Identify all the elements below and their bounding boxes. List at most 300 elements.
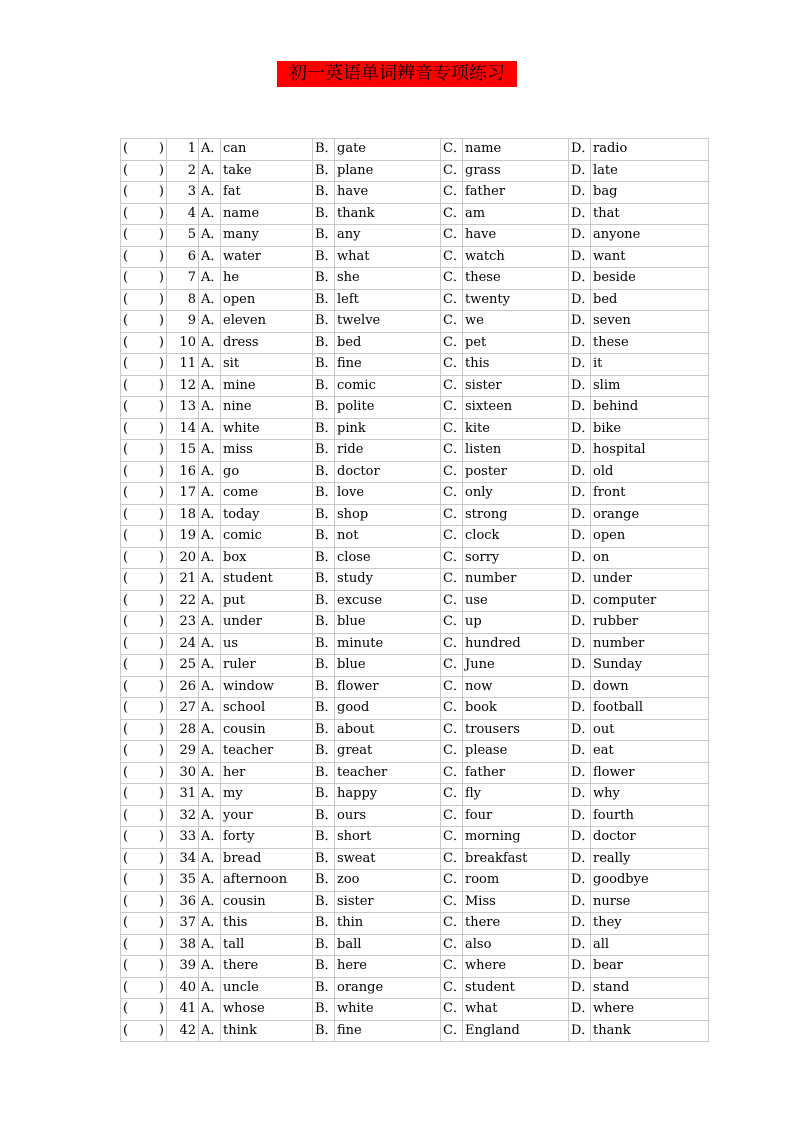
question-row: [121, 719, 709, 741]
option-letter-a: A．: [199, 719, 221, 741]
close-paren: ): [158, 356, 164, 372]
option-letter-b: B．: [313, 848, 335, 870]
question-row: [121, 590, 709, 612]
question-number: 22: [167, 590, 199, 612]
option-letter-a: A．: [199, 891, 221, 913]
option-letter-d: D．: [569, 870, 591, 892]
question-row: [121, 1020, 709, 1042]
answer-blank[interactable]: [121, 547, 167, 569]
option-word-d: bag: [591, 182, 709, 204]
answer-blank[interactable]: [121, 526, 167, 548]
answer-blank[interactable]: [121, 741, 167, 763]
option-letter-b: B．: [313, 633, 335, 655]
option-letter-d: D．: [569, 483, 591, 505]
option-word-d: why: [591, 784, 709, 806]
option-letter-c: C．: [441, 182, 463, 204]
option-word-d: really: [591, 848, 709, 870]
open-paren: (: [123, 829, 129, 845]
option-letter-d: D．: [569, 655, 591, 677]
answer-blank[interactable]: [121, 440, 167, 462]
option-word-d: fourth: [591, 805, 709, 827]
option-letter-b: B．: [313, 332, 335, 354]
option-word-b: here: [335, 956, 441, 978]
option-letter-b: B．: [313, 913, 335, 935]
answer-blank[interactable]: [121, 805, 167, 827]
option-word-b: sister: [335, 891, 441, 913]
option-word-b: not: [335, 526, 441, 548]
option-word-a: uncle: [221, 977, 313, 999]
option-word-a: student: [221, 569, 313, 591]
option-letter-a: A．: [199, 827, 221, 849]
open-paren: (: [123, 872, 129, 888]
option-letter-b: B．: [313, 784, 335, 806]
option-letter-a: A．: [199, 848, 221, 870]
open-paren: (: [123, 528, 129, 544]
option-letter-a: A．: [199, 655, 221, 677]
question-number: 27: [167, 698, 199, 720]
close-paren: ): [158, 291, 164, 307]
option-letter-c: C．: [441, 268, 463, 290]
option-word-d: bear: [591, 956, 709, 978]
option-letter-c: C．: [441, 569, 463, 591]
question-number: 34: [167, 848, 199, 870]
option-letter-b: B．: [313, 827, 335, 849]
option-letter-d: D．: [569, 676, 591, 698]
option-word-a: take: [221, 160, 313, 182]
answer-blank[interactable]: [121, 569, 167, 591]
option-word-a: my: [221, 784, 313, 806]
option-letter-a: A．: [199, 569, 221, 591]
option-letter-c: C．: [441, 999, 463, 1021]
close-paren: ): [158, 915, 164, 931]
close-paren: ): [158, 528, 164, 544]
option-word-c: England: [463, 1020, 569, 1042]
option-letter-d: D．: [569, 311, 591, 333]
option-letter-c: C．: [441, 483, 463, 505]
close-paren: ): [158, 721, 164, 737]
option-word-c: these: [463, 268, 569, 290]
answer-blank[interactable]: [121, 268, 167, 290]
option-letter-a: A．: [199, 633, 221, 655]
open-paren: (: [123, 270, 129, 286]
option-word-c: father: [463, 762, 569, 784]
open-paren: (: [123, 743, 129, 759]
option-word-d: want: [591, 246, 709, 268]
question-number: 32: [167, 805, 199, 827]
answer-blank[interactable]: [121, 483, 167, 505]
answer-blank[interactable]: [121, 504, 167, 526]
option-letter-a: A．: [199, 289, 221, 311]
option-letter-b: B．: [313, 483, 335, 505]
answer-blank[interactable]: [121, 375, 167, 397]
option-letter-c: C．: [441, 225, 463, 247]
option-letter-c: C．: [441, 504, 463, 526]
option-word-a: forty: [221, 827, 313, 849]
answer-blank[interactable]: [121, 891, 167, 913]
close-paren: ): [158, 700, 164, 716]
option-letter-a: A．: [199, 182, 221, 204]
option-word-b: twelve: [335, 311, 441, 333]
open-paren: (: [123, 807, 129, 823]
option-letter-b: B．: [313, 999, 335, 1021]
option-word-c: Miss: [463, 891, 569, 913]
option-letter-c: C．: [441, 612, 463, 634]
answer-blank[interactable]: [121, 999, 167, 1021]
option-letter-a: A．: [199, 956, 221, 978]
option-letter-d: D．: [569, 612, 591, 634]
option-word-c: twenty: [463, 289, 569, 311]
close-paren: ): [158, 549, 164, 565]
option-word-d: late: [591, 160, 709, 182]
open-paren: (: [123, 614, 129, 630]
open-paren: (: [123, 162, 129, 178]
question-number: 41: [167, 999, 199, 1021]
option-word-b: short: [335, 827, 441, 849]
option-word-a: ruler: [221, 655, 313, 677]
question-number: 3: [167, 182, 199, 204]
option-letter-a: A．: [199, 203, 221, 225]
option-word-c: clock: [463, 526, 569, 548]
option-letter-c: C．: [441, 719, 463, 741]
option-word-a: he: [221, 268, 313, 290]
option-word-b: great: [335, 741, 441, 763]
option-letter-c: C．: [441, 805, 463, 827]
option-word-b: left: [335, 289, 441, 311]
answer-blank[interactable]: [121, 719, 167, 741]
option-word-c: there: [463, 913, 569, 935]
answer-blank[interactable]: [121, 848, 167, 870]
option-word-c: four: [463, 805, 569, 827]
open-paren: (: [123, 979, 129, 995]
option-letter-a: A．: [199, 268, 221, 290]
option-word-d: computer: [591, 590, 709, 612]
question-row: [121, 139, 709, 161]
option-word-a: cousin: [221, 891, 313, 913]
question-number: 29: [167, 741, 199, 763]
option-letter-a: A．: [199, 139, 221, 161]
answer-blank[interactable]: [121, 612, 167, 634]
question-number: 30: [167, 762, 199, 784]
option-word-a: name: [221, 203, 313, 225]
option-letter-c: C．: [441, 1020, 463, 1042]
open-paren: (: [123, 334, 129, 350]
option-letter-a: A．: [199, 160, 221, 182]
option-word-c: up: [463, 612, 569, 634]
option-word-d: doctor: [591, 827, 709, 849]
option-word-a: nine: [221, 397, 313, 419]
option-letter-a: A．: [199, 375, 221, 397]
answer-blank[interactable]: [121, 655, 167, 677]
question-row: [121, 848, 709, 870]
option-word-b: ball: [335, 934, 441, 956]
question-row: [121, 354, 709, 376]
option-word-a: her: [221, 762, 313, 784]
option-letter-a: A．: [199, 934, 221, 956]
option-letter-d: D．: [569, 827, 591, 849]
option-word-b: blue: [335, 655, 441, 677]
option-word-d: eat: [591, 741, 709, 763]
question-number: 13: [167, 397, 199, 419]
answer-blank[interactable]: [121, 870, 167, 892]
option-word-b: blue: [335, 612, 441, 634]
option-letter-d: D．: [569, 440, 591, 462]
option-letter-a: A．: [199, 526, 221, 548]
option-letter-b: B．: [313, 225, 335, 247]
question-row: [121, 332, 709, 354]
open-paren: (: [123, 678, 129, 694]
option-word-b: thin: [335, 913, 441, 935]
open-paren: (: [123, 356, 129, 372]
close-paren: ): [158, 678, 164, 694]
open-paren: (: [123, 850, 129, 866]
option-letter-d: D．: [569, 633, 591, 655]
option-word-c: sixteen: [463, 397, 569, 419]
close-paren: ): [158, 893, 164, 909]
option-word-a: open: [221, 289, 313, 311]
close-paren: ): [158, 205, 164, 221]
question-number: 6: [167, 246, 199, 268]
option-word-a: whose: [221, 999, 313, 1021]
answer-blank[interactable]: [121, 354, 167, 376]
open-paren: (: [123, 592, 129, 608]
option-letter-b: B．: [313, 311, 335, 333]
option-letter-d: D．: [569, 418, 591, 440]
question-number: 23: [167, 612, 199, 634]
option-word-b: doctor: [335, 461, 441, 483]
option-letter-d: D．: [569, 203, 591, 225]
question-number: 25: [167, 655, 199, 677]
option-word-d: thank: [591, 1020, 709, 1042]
option-letter-a: A．: [199, 762, 221, 784]
option-word-b: ours: [335, 805, 441, 827]
open-paren: (: [123, 227, 129, 243]
question-row: [121, 762, 709, 784]
option-word-d: bike: [591, 418, 709, 440]
answer-blank[interactable]: [121, 332, 167, 354]
option-word-c: morning: [463, 827, 569, 849]
option-word-b: shop: [335, 504, 441, 526]
option-word-a: think: [221, 1020, 313, 1042]
answer-blank[interactable]: [121, 633, 167, 655]
option-word-b: study: [335, 569, 441, 591]
question-number: 42: [167, 1020, 199, 1042]
close-paren: ): [158, 786, 164, 802]
option-letter-b: B．: [313, 655, 335, 677]
option-word-d: flower: [591, 762, 709, 784]
worksheet-title: 初一英语单词辨音专项练习: [277, 61, 517, 87]
option-word-d: open: [591, 526, 709, 548]
question-row: [121, 633, 709, 655]
option-letter-c: C．: [441, 203, 463, 225]
open-paren: (: [123, 313, 129, 329]
open-paren: (: [123, 549, 129, 565]
question-row: [121, 827, 709, 849]
option-letter-b: B．: [313, 268, 335, 290]
option-word-a: tall: [221, 934, 313, 956]
option-letter-a: A．: [199, 354, 221, 376]
answer-blank[interactable]: [121, 1020, 167, 1042]
question-number: 38: [167, 934, 199, 956]
option-word-b: love: [335, 483, 441, 505]
option-word-a: window: [221, 676, 313, 698]
close-paren: ): [158, 807, 164, 823]
option-word-c: trousers: [463, 719, 569, 741]
question-row: [121, 246, 709, 268]
answer-blank[interactable]: [121, 139, 167, 161]
answer-blank[interactable]: [121, 418, 167, 440]
option-letter-b: B．: [313, 719, 335, 741]
option-word-d: Sunday: [591, 655, 709, 677]
option-letter-d: D．: [569, 848, 591, 870]
open-paren: (: [123, 786, 129, 802]
close-paren: ): [158, 614, 164, 630]
option-word-c: name: [463, 139, 569, 161]
option-word-d: hospital: [591, 440, 709, 462]
option-word-d: seven: [591, 311, 709, 333]
option-letter-c: C．: [441, 977, 463, 999]
option-letter-b: B．: [313, 203, 335, 225]
option-letter-c: C．: [441, 590, 463, 612]
open-paren: (: [123, 1022, 129, 1038]
option-word-d: radio: [591, 139, 709, 161]
option-letter-b: B．: [313, 1020, 335, 1042]
option-letter-a: A．: [199, 440, 221, 462]
question-number: 9: [167, 311, 199, 333]
option-word-d: it: [591, 354, 709, 376]
option-word-a: teacher: [221, 741, 313, 763]
option-word-b: she: [335, 268, 441, 290]
answer-blank[interactable]: [121, 784, 167, 806]
answer-blank[interactable]: [121, 246, 167, 268]
question-row: [121, 461, 709, 483]
option-word-c: breakfast: [463, 848, 569, 870]
open-paren: (: [123, 893, 129, 909]
option-word-d: orange: [591, 504, 709, 526]
option-letter-a: A．: [199, 311, 221, 333]
answer-blank[interactable]: [121, 397, 167, 419]
option-letter-b: B．: [313, 805, 335, 827]
option-letter-c: C．: [441, 870, 463, 892]
question-row: [121, 397, 709, 419]
open-paren: (: [123, 700, 129, 716]
option-letter-c: C．: [441, 784, 463, 806]
answer-blank[interactable]: [121, 913, 167, 935]
option-word-d: these: [591, 332, 709, 354]
answer-blank[interactable]: [121, 676, 167, 698]
option-letter-a: A．: [199, 418, 221, 440]
option-word-a: come: [221, 483, 313, 505]
option-letter-c: C．: [441, 461, 463, 483]
option-letter-a: A．: [199, 483, 221, 505]
option-word-a: cousin: [221, 719, 313, 741]
option-letter-b: B．: [313, 956, 335, 978]
option-letter-c: C．: [441, 440, 463, 462]
answer-blank[interactable]: [121, 956, 167, 978]
option-letter-b: B．: [313, 139, 335, 161]
option-word-c: where: [463, 956, 569, 978]
question-number: 24: [167, 633, 199, 655]
answer-blank[interactable]: [121, 203, 167, 225]
option-letter-d: D．: [569, 1020, 591, 1042]
close-paren: ): [158, 592, 164, 608]
option-letter-b: B．: [313, 504, 335, 526]
answer-blank[interactable]: [121, 762, 167, 784]
option-letter-b: B．: [313, 547, 335, 569]
answer-blank[interactable]: [121, 160, 167, 182]
answer-blank[interactable]: [121, 977, 167, 999]
option-letter-b: B．: [313, 526, 335, 548]
open-paren: (: [123, 764, 129, 780]
option-letter-c: C．: [441, 160, 463, 182]
option-word-d: nurse: [591, 891, 709, 913]
option-word-d: rubber: [591, 612, 709, 634]
option-word-b: comic: [335, 375, 441, 397]
answer-blank[interactable]: [121, 698, 167, 720]
answer-blank[interactable]: [121, 289, 167, 311]
option-letter-c: C．: [441, 397, 463, 419]
option-word-b: close: [335, 547, 441, 569]
option-word-c: have: [463, 225, 569, 247]
option-word-d: all: [591, 934, 709, 956]
question-row: [121, 182, 709, 204]
question-row: [121, 913, 709, 935]
option-letter-c: C．: [441, 956, 463, 978]
option-word-b: happy: [335, 784, 441, 806]
answer-blank[interactable]: [121, 934, 167, 956]
option-word-a: white: [221, 418, 313, 440]
close-paren: ): [158, 162, 164, 178]
option-word-d: behind: [591, 397, 709, 419]
close-paren: ): [158, 442, 164, 458]
close-paren: ): [158, 743, 164, 759]
open-paren: (: [123, 571, 129, 587]
open-paren: (: [123, 377, 129, 393]
answer-blank[interactable]: [121, 182, 167, 204]
option-letter-d: D．: [569, 569, 591, 591]
answer-blank[interactable]: [121, 590, 167, 612]
option-letter-b: B．: [313, 289, 335, 311]
answer-blank[interactable]: [121, 461, 167, 483]
close-paren: ): [158, 958, 164, 974]
answer-blank[interactable]: [121, 827, 167, 849]
option-word-d: beside: [591, 268, 709, 290]
option-word-a: comic: [221, 526, 313, 548]
answer-blank[interactable]: [121, 311, 167, 333]
option-letter-b: B．: [313, 418, 335, 440]
question-number: 39: [167, 956, 199, 978]
close-paren: ): [158, 764, 164, 780]
question-number: 17: [167, 483, 199, 505]
question-number: 31: [167, 784, 199, 806]
close-paren: ): [158, 850, 164, 866]
option-word-c: number: [463, 569, 569, 591]
answer-blank[interactable]: [121, 225, 167, 247]
close-paren: ): [158, 227, 164, 243]
close-paren: ): [158, 270, 164, 286]
option-word-d: out: [591, 719, 709, 741]
option-letter-d: D．: [569, 182, 591, 204]
open-paren: (: [123, 635, 129, 651]
option-letter-b: B．: [313, 741, 335, 763]
close-paren: ): [158, 313, 164, 329]
option-letter-c: C．: [441, 526, 463, 548]
option-letter-d: D．: [569, 526, 591, 548]
open-paren: (: [123, 205, 129, 221]
option-word-d: old: [591, 461, 709, 483]
question-row: [121, 289, 709, 311]
open-paren: (: [123, 915, 129, 931]
close-paren: ): [158, 571, 164, 587]
